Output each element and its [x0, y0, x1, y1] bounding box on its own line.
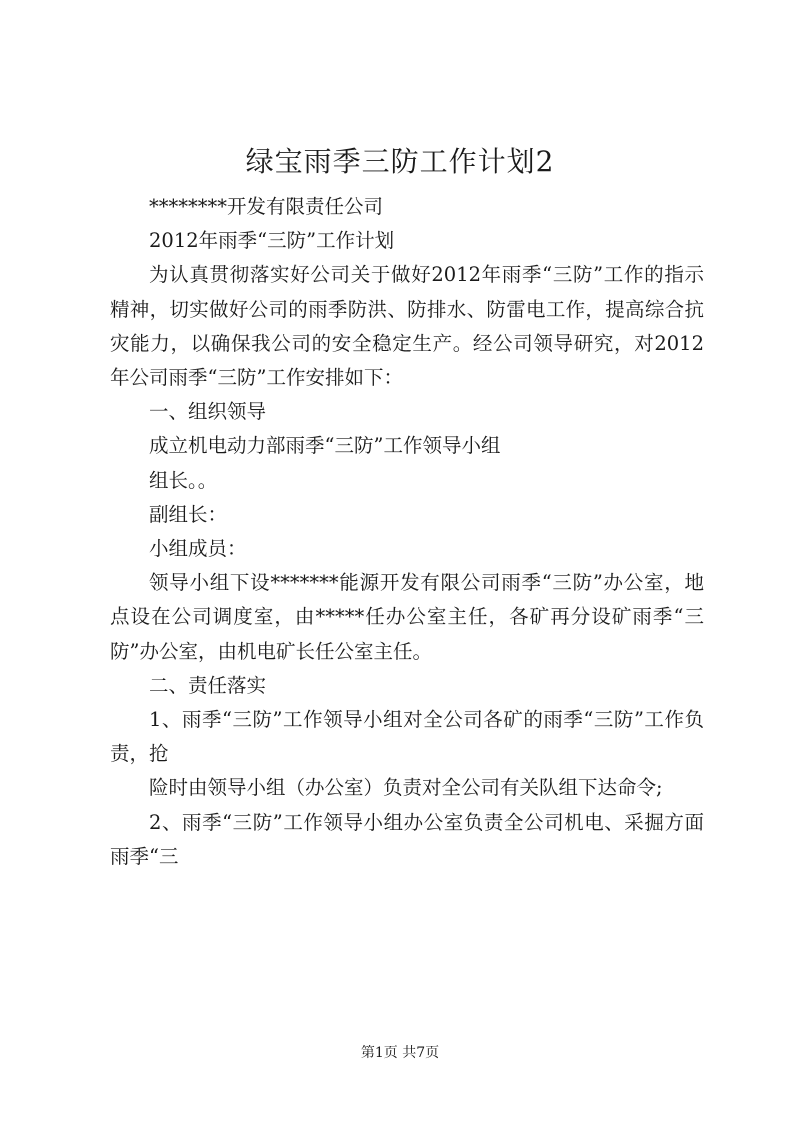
paragraph-group-members: 小组成员：	[149, 537, 247, 561]
intro-paragraph: 为认真贯彻落实好公司关于做好2012年雨季“三防”工作的指示精神，切实做好公司的雨季防洪、防排水、防雷电工作，提高综合抗灾能力，以确保我公司的安全稳定生产。经公司领导研究，对2012年公司雨季“三防”工作安排如下：	[110, 263, 704, 390]
plan-subtitle: 2012年雨季“三防”工作计划	[149, 229, 395, 253]
paragraph-leadership-group: 成立机电动力部雨季“三防”工作领导小组	[149, 434, 501, 458]
paragraph-responsibility-2: 2、雨季“三防”工作领导小组办公室负责全公司机电、采掘方面雨季“三	[110, 810, 704, 868]
paragraph-deputy-leader: 副组长：	[149, 502, 228, 526]
company-name-line: ********开发有限责任公司	[149, 195, 384, 218]
document-body	[110, 190, 704, 874]
paragraph-responsibility-1: 1、雨季“三防”工作领导小组对全公司各矿的雨季“三防”工作负责，抢	[110, 708, 704, 766]
page-number-footer: 第1页 共7页	[360, 1045, 440, 1061]
paragraph-group-leader: 组长。。	[149, 468, 218, 492]
document-title: 绿宝雨季三防工作计划2	[245, 145, 555, 178]
section-heading-organization: 一、组织领导	[149, 400, 267, 424]
section-heading-responsibility: 二、责任落实	[149, 673, 267, 697]
paragraph-responsibility-1-cont: 险时由领导小组（办公室）负责对全公司有关队组下达命令;	[149, 776, 663, 800]
paragraph-office-setup: 领导小组下设*******能源开发有限公司雨季“三防”办公室，地点设在公司调度室，由*****任办公室主任，各矿再分设矿雨季“三防”办公室，由机电矿长任公室主任。	[110, 571, 704, 663]
